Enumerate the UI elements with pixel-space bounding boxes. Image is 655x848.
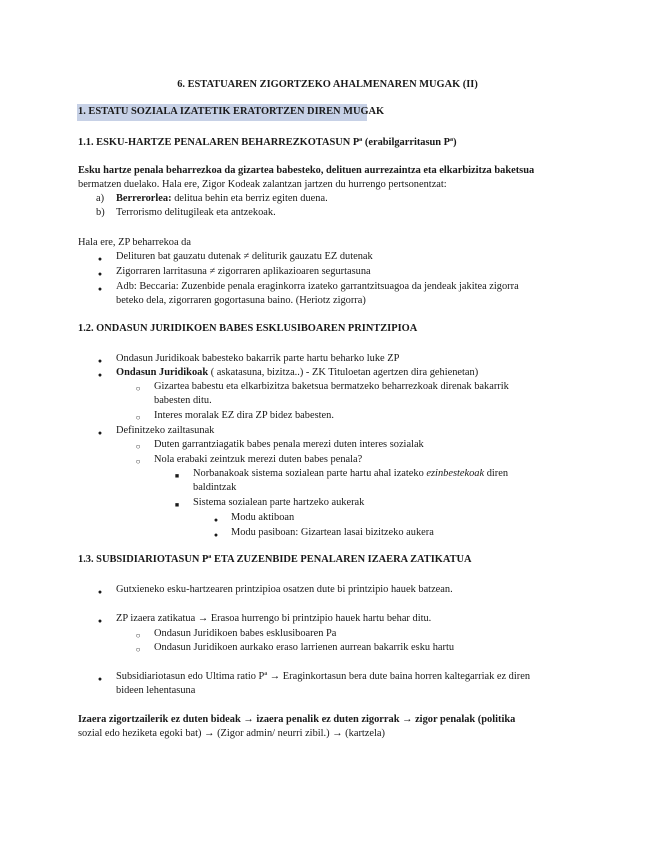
list-marker: b) (96, 207, 105, 218)
bullet-icon (95, 612, 105, 628)
list-item: Nola erabaki zeintzuk merezi duten babes penala? (154, 454, 363, 465)
list-item: Modu pasiboan: Gizartean lasai bizitzeko aukera (231, 527, 434, 538)
bullet-icon (211, 526, 221, 542)
list-item: baldintzak (193, 482, 237, 493)
paragraph: bermatzen duelako. Hala ere, Zigor Kodeak zalantzan jartzen du hurrengo pertsonentzat: (78, 179, 447, 190)
list-item: Ondasun Juridikoen aurkako eraso larrienen aurrean bakarrik esku hartu (154, 642, 455, 653)
circle-bullet-icon (133, 453, 143, 469)
list-item-label: Ondasun Juridikoak (116, 367, 209, 378)
page-title: 6. ESTATUAREN ZIGORTZEKO AHALMENAREN MUGAK (II) (177, 79, 478, 90)
circle-bullet-icon (133, 438, 143, 454)
list-item: Subsidiariotasun edo Ultima ratio Pª → Eraginkortasun bera dute baina horren kaltegarriak ez diren (116, 671, 531, 682)
bullet-icon (95, 265, 105, 281)
list-item: Delituren bat gauzatu dutenak ≠ deliturik gauzatu EZ dutenak (116, 251, 373, 262)
list-item: ZP izaera zatikatua → Erasoa hurrengo bi printzipio hauek hartu behar ditu. (116, 613, 432, 624)
bullet-icon (95, 280, 105, 296)
list-item: Interes moralak EZ dira ZP bidez babesten. (154, 410, 334, 421)
emphasis-text: ezinbestekoak (426, 468, 485, 479)
bullet-icon (95, 583, 105, 599)
list-item: Modu aktiboan (231, 512, 295, 523)
bullet-icon (95, 424, 105, 440)
circle-bullet-icon (133, 641, 143, 657)
list-item: bideen lehentasuna (116, 685, 196, 696)
list-item: Sistema sozialean parte hartzeko aukerak (193, 497, 365, 508)
list-item-text: diren (484, 468, 509, 479)
list-item-text: Norbanakoak sistema sozialean parte hartu ahal izateko (193, 468, 427, 479)
circle-bullet-icon (133, 409, 143, 425)
paragraph: Hala ere, ZP beharrekoa da (78, 237, 191, 248)
list-marker: a) (96, 193, 105, 204)
list-item (116, 366, 478, 380)
circle-bullet-icon (133, 380, 143, 396)
list-item: Definitzeko zailtasunak (116, 425, 215, 436)
square-bullet-icon (172, 496, 182, 512)
subsection-1-3-heading: 1.3. SUBSIDIARIOTASUN Pª ETA ZUZENBIDE PENALAREN IZAERA ZATIKATUA (78, 554, 472, 565)
list-item-text: ( askatasuna, bizitza..) - ZK Tituloetan agertzen dira gehienetan) (208, 367, 479, 378)
subsection-1-1-heading: 1.1. ESKU-HARTZE PENALAREN BEHARREZKOTASUN Pª (erabilgarritasun Pª) (78, 137, 457, 148)
list-item: Ondasun Juridikoak babesteko bakarrik parte hartu beharko luke ZP (116, 353, 400, 364)
paragraph: Esku hartze penala beharrezkoa da gizartea babesteko, delituen aurrezaintza eta elkarbizitza baketsua (78, 165, 535, 176)
bullet-icon (95, 250, 105, 266)
bullet-icon (95, 670, 105, 686)
subsection-1-2-heading: 1.2. ONDASUN JURIDIKOEN BABES ESKLUSIBOAREN PRINTZIPIOA (78, 323, 418, 334)
paragraph: Izaera zigortzailerik ez duten bideak → izaera penalik ez duten zigorrak → zigor penalak (politika (78, 714, 516, 725)
list-item: Ondasun Juridikoen babes esklusiboaren Pa (154, 628, 337, 639)
list-item: babesten ditu. (154, 395, 212, 406)
list-item (193, 467, 508, 481)
section-1-heading: 1. ESTATU SOZIALA IZATETIK ERATORTZEN DIREN MUGAK (78, 106, 385, 117)
list-item: Duten garrantziagatik babes penala merezi duten interes sozialak (154, 439, 424, 450)
list-item: Adb: Beccaria: Zuzenbide penala eraginkorra izateko garrantzitsuagoa da jendeak jakitea zigorra (116, 281, 519, 292)
list-item: Gizartea babestu eta elkarbizitza baketsua bermatzeko beharrezkoak direnak bakarrik (154, 381, 509, 392)
list-item: Zigorraren larritasuna ≠ zigorraren aplikazioaren segurtasuna (116, 266, 371, 277)
bullet-icon (211, 511, 221, 527)
list-item: beteko dela, zigorraren gogortasuna baino. (Heriotz zigorra) (116, 295, 366, 306)
bullet-icon (95, 366, 105, 382)
list-item (116, 192, 328, 206)
paragraph: sozial edo heziketa egoki bat) → (Zigor admin/ neurri zibil.) → (kartzela) (78, 728, 385, 739)
list-item: Terrorismo delitugileak eta antzekoak. (116, 207, 276, 218)
list-item: Gutxieneko esku-hartzearen printzipioa osatzen dute bi printzipio hauek batzean. (116, 584, 453, 595)
square-bullet-icon (172, 467, 182, 483)
list-item-text: delitua behin eta berriz egiten duena. (174, 193, 328, 204)
list-item-label: Berrerorlea: (116, 193, 175, 204)
